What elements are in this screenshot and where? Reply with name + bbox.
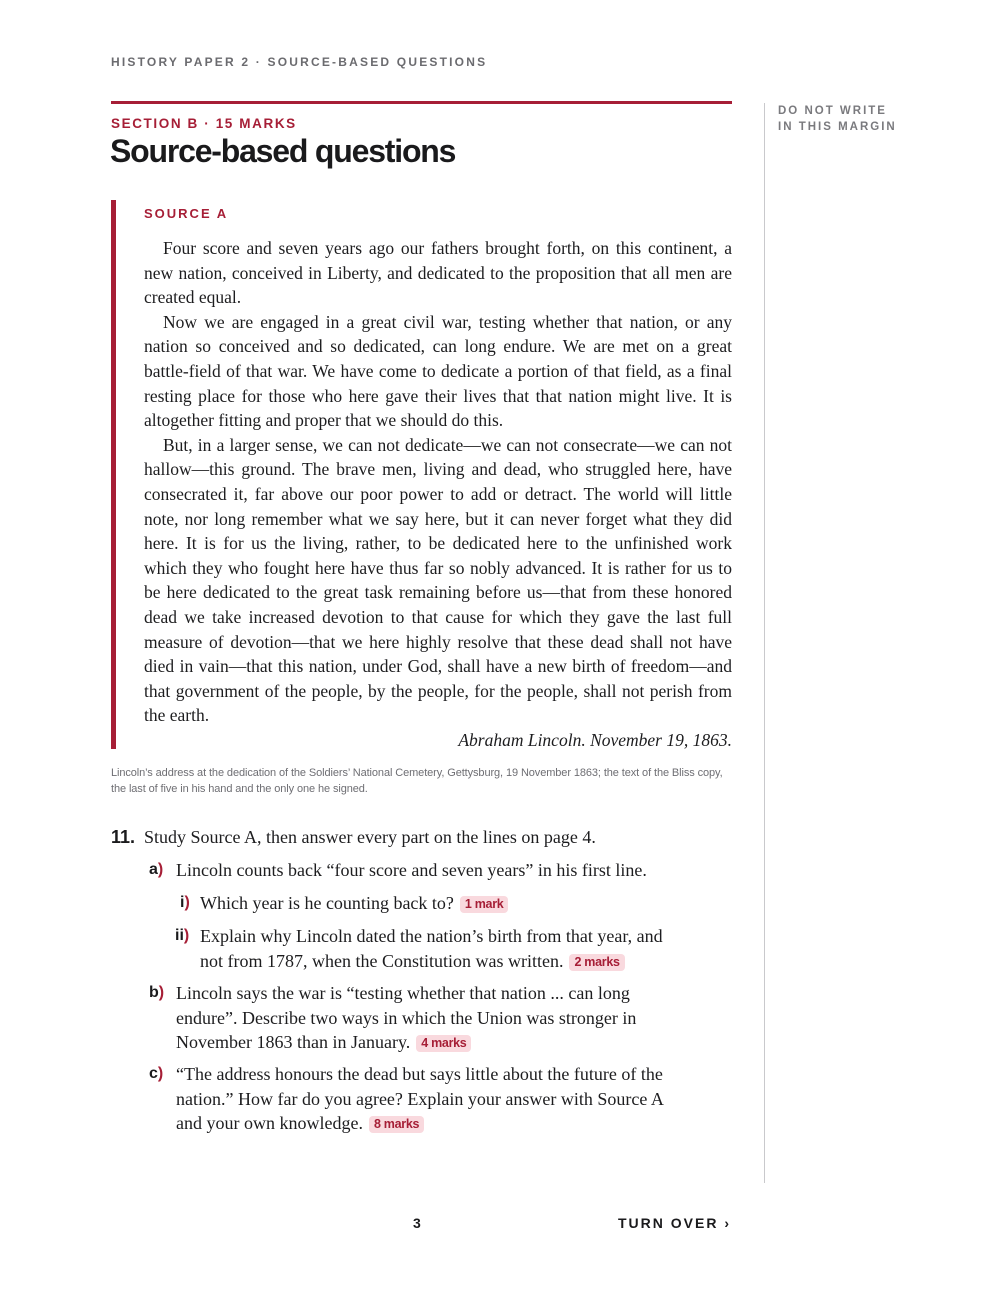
question-text: not from 1787, when the Constitution was written.	[200, 950, 564, 971]
source-paragraph: Four score and seven years ago our fathers brought forth, on this continent, a new nation, conceived in Liberty, and dedicated to the proposition that all men are created equal.	[144, 238, 732, 308]
question-text-line: endure”. Describe two ways in which the Union was stronger in	[176, 1007, 637, 1028]
page-title: Source-based questions	[110, 133, 456, 169]
part-label-letter: a	[149, 861, 158, 878]
margin-note	[778, 103, 978, 135]
question-text: Which year is he counting back to?	[200, 893, 454, 913]
turn-over-link[interactable]: TURN OVER ›	[618, 1215, 731, 1231]
question-text-line: Lincoln says the war is “testing whether that nation ... can long	[176, 983, 630, 1003]
question-intro: Study Source A, then answer every part on the lines on page 4.	[144, 827, 596, 847]
source-caption: Lincoln’s address at the dedication of the Soldiers’ National Cemetery, Gettysburg, 19 November 1863; the text of the Bliss copy, the last of five in his hand and the only one he signed.	[111, 767, 723, 795]
page-number: 3	[413, 1215, 421, 1231]
part-label-paren: )	[183, 927, 190, 944]
part-a-ii-label	[175, 924, 189, 949]
part-label-letter: b	[149, 984, 159, 1001]
source-attribution: Abraham Lincoln. November 19, 1863.	[458, 729, 732, 750]
running-head: HISTORY PAPER 2 · SOURCE-BASED QUESTIONS	[111, 55, 488, 69]
question-text-line: nation.” How far do you agree? Explain your answer with Source A	[176, 1088, 664, 1109]
question-text-line: “The address honours the dead but says little about the future of the	[176, 1064, 663, 1084]
part-label-paren: )	[157, 861, 164, 878]
question-text-line: Explain why Lincoln dated the nation’s birth from that year, and	[200, 926, 663, 946]
marks-badge: 4 marks	[416, 1035, 471, 1052]
section-rule	[111, 101, 732, 104]
question-number: 11.	[111, 827, 136, 847]
margin-note-line: DO NOT WRITE	[778, 105, 887, 117]
part-label-paren: )	[157, 1065, 164, 1082]
part-a-i-text	[200, 891, 508, 916]
part-c-text	[176, 1062, 664, 1136]
question-text-line	[200, 949, 663, 974]
part-c-label	[149, 1062, 163, 1087]
part-b-text	[176, 981, 636, 1055]
part-label-letter: i	[180, 894, 185, 911]
question-text-line	[176, 1030, 636, 1055]
part-a-i-label	[180, 891, 190, 916]
source-paragraph: Now we are engaged in a great civil war, testing whether that nation, or any nation so conceived and so dedicated, can long endure. We are met on a great battle-field of that war. We have come to dedicate a portion of that field, as a final resting place for those who here gave their lives that that nation might live. It is altogether fitting and proper that we should do this.	[144, 311, 732, 431]
source-paragraph: But, in a larger sense, we can not dedicate—we can not consecrate—we can not hallow—this ground. The brave men, living and dead, who struggled here, have consecrated it, far above our poor power to add or detract. The world will little note, nor long remember what we say here, but it can never forget what they did here. It is for us the living, rather, to be dedicated here to the unfinished work which they who fought here have thus far so nobly advanced. It is rather for us to be here dedicated to the great task remaining before us—that from these honored dead we take increased devotion to that cause for which they gave the last full measure of devotion—that we here highly resolve that these dead shall not have died in vain—that this nation, under God, shall have a new birth of freedom—and that government of the people, by the people, for the people, shall not perish from the earth.	[144, 434, 732, 726]
source-block	[111, 200, 732, 749]
source-text	[144, 236, 732, 728]
part-label-letter: ii	[175, 927, 184, 944]
part-a-ii-text	[200, 924, 663, 973]
marks-badge: 2 marks	[569, 954, 624, 971]
source-label: SOURCE A	[144, 206, 229, 221]
margin-rule	[764, 103, 765, 1183]
margin-note-line: IN THIS MARGIN	[778, 121, 897, 133]
part-label-paren: )	[184, 894, 190, 911]
question-text-line	[176, 1111, 664, 1136]
part-a-label	[149, 858, 163, 883]
marks-badge: 1 mark	[460, 896, 509, 913]
part-label-paren: )	[158, 984, 165, 1001]
question-text: November 1863 than in January.	[176, 1032, 411, 1053]
part-b-label	[149, 981, 164, 1006]
part-a-text: Lincoln counts back “four score and seven years” in his first line.	[176, 860, 647, 880]
part-label-letter: c	[149, 1065, 158, 1082]
section-label: SECTION B · 15 MARKS	[111, 116, 297, 131]
question-text: and your own knowledge.	[176, 1113, 363, 1134]
marks-badge: 8 marks	[369, 1116, 424, 1133]
